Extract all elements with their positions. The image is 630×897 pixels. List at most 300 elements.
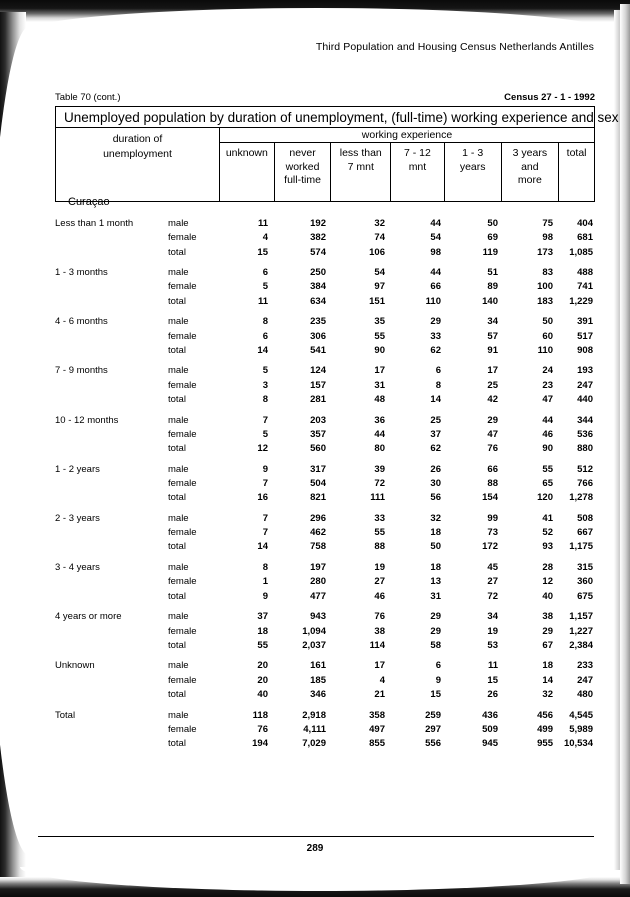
row-sex-label: female xyxy=(168,576,197,588)
column-header-3_years_and_more-line-2: and xyxy=(521,160,539,173)
cell-7_12_mnt: 66 xyxy=(430,281,441,293)
page-number: 289 xyxy=(306,843,324,854)
table-row xyxy=(0,689,630,703)
cell-total: 1,175 xyxy=(569,541,593,553)
cell-unknown: 8 xyxy=(262,562,268,574)
cell-unknown: 5 xyxy=(262,281,268,293)
cell-3_years_and_more: 40 xyxy=(542,590,553,602)
cell-7_12_mnt: 8 xyxy=(435,379,441,391)
table-title-band xyxy=(56,107,619,128)
cell-never_worked_full_time: 384 xyxy=(310,281,326,293)
cell-less_than_7_mnt: 88 xyxy=(374,541,385,553)
table-row xyxy=(0,218,630,232)
cell-unknown: 7 xyxy=(262,527,268,539)
cell-1_3_years: 57 xyxy=(487,330,498,342)
column-header-never_worked_full_time-line-2: worked xyxy=(285,160,320,173)
cell-less_than_7_mnt: 19 xyxy=(374,562,385,574)
cell-never_worked_full_time: 574 xyxy=(310,246,326,258)
cell-total: 10,534 xyxy=(563,738,593,750)
row-sex-label: female xyxy=(168,330,197,342)
cell-never_worked_full_time: 124 xyxy=(310,365,326,377)
cell-total: 681 xyxy=(577,232,593,244)
cell-less_than_7_mnt: 114 xyxy=(369,639,385,651)
cell-unknown: 3 xyxy=(262,379,268,391)
cell-7_12_mnt: 29 xyxy=(430,625,441,637)
cell-total: 675 xyxy=(577,590,593,602)
cell-1_3_years: 76 xyxy=(487,443,498,455)
cell-unknown: 7 xyxy=(262,414,268,426)
table-row xyxy=(0,492,630,506)
table-row xyxy=(0,443,630,457)
cell-1_3_years: 91 xyxy=(487,344,498,356)
cell-unknown: 6 xyxy=(262,267,268,279)
cell-1_3_years: 509 xyxy=(482,723,498,735)
cell-7_12_mnt: 54 xyxy=(430,232,441,244)
cell-never_worked_full_time: 2,037 xyxy=(302,639,326,651)
cell-1_3_years: 69 xyxy=(487,232,498,244)
row-sex-label: male xyxy=(168,660,189,672)
cell-unknown: 76 xyxy=(257,723,268,735)
cell-7_12_mnt: 25 xyxy=(430,414,441,426)
cell-7_12_mnt: 44 xyxy=(430,267,441,279)
cell-1_3_years: 15 xyxy=(487,674,498,686)
row-sex-label: total xyxy=(168,393,186,405)
cell-less_than_7_mnt: 54 xyxy=(374,267,385,279)
row-sex-label: male xyxy=(168,365,189,377)
cell-total: 360 xyxy=(577,576,593,588)
cell-never_worked_full_time: 382 xyxy=(310,232,326,244)
cell-3_years_and_more: 46 xyxy=(542,428,553,440)
footer-rule xyxy=(38,836,594,837)
row-sex-label: female xyxy=(168,379,197,391)
cell-unknown: 20 xyxy=(257,660,268,672)
cell-total: 512 xyxy=(577,463,593,475)
cell-unknown: 5 xyxy=(262,365,268,377)
cell-unknown: 14 xyxy=(257,344,268,356)
row-group-label: Total xyxy=(55,709,76,721)
cell-3_years_and_more: 75 xyxy=(542,218,553,229)
table-row xyxy=(0,267,630,281)
cell-1_3_years: 945 xyxy=(482,738,498,750)
cell-7_12_mnt: 30 xyxy=(430,478,441,490)
cell-3_years_and_more: 24 xyxy=(542,365,553,377)
row-sex-label: female xyxy=(168,723,197,735)
column-header-total-line-1: total xyxy=(566,147,587,159)
cell-total: 1,085 xyxy=(569,246,593,258)
cell-never_worked_full_time: 462 xyxy=(310,527,326,539)
cell-never_worked_full_time: 2,918 xyxy=(302,709,326,721)
cell-7_12_mnt: 9 xyxy=(435,674,441,686)
cell-less_than_7_mnt: 55 xyxy=(374,330,385,342)
cell-unknown: 14 xyxy=(257,541,268,553)
row-sex-label: total xyxy=(168,492,186,504)
cell-total: 1,229 xyxy=(569,295,593,307)
column-header-less_than_7_mnt-line-2: 7 mnt xyxy=(347,160,374,173)
cell-7_12_mnt: 26 xyxy=(430,463,441,475)
cell-never_worked_full_time: 235 xyxy=(310,316,326,328)
cell-3_years_and_more: 12 xyxy=(542,576,553,588)
cell-less_than_7_mnt: 33 xyxy=(374,512,385,524)
cell-1_3_years: 140 xyxy=(482,295,498,307)
cell-1_3_years: 172 xyxy=(482,541,498,553)
cell-never_worked_full_time: 250 xyxy=(310,267,326,279)
cell-7_12_mnt: 50 xyxy=(430,541,441,553)
row-sex-label: female xyxy=(168,625,197,637)
cell-total: 667 xyxy=(577,527,593,539)
row-group-label: 2 - 3 years xyxy=(55,512,100,524)
cell-1_3_years: 51 xyxy=(487,267,498,279)
cell-7_12_mnt: 259 xyxy=(425,709,441,721)
row-sex-label: female xyxy=(168,281,197,293)
cell-less_than_7_mnt: 39 xyxy=(374,463,385,475)
cell-total: 1,157 xyxy=(569,611,593,623)
cell-7_12_mnt: 33 xyxy=(430,330,441,342)
cell-unknown: 194 xyxy=(252,738,268,750)
cell-less_than_7_mnt: 497 xyxy=(369,723,385,735)
cell-never_worked_full_time: 943 xyxy=(310,611,326,623)
row-sex-label: female xyxy=(168,527,197,539)
row-sex-label: male xyxy=(168,512,189,524)
row-sex-label: male xyxy=(168,709,189,721)
cell-total: 391 xyxy=(577,316,593,328)
cell-7_12_mnt: 32 xyxy=(430,512,441,524)
cell-total: 1,227 xyxy=(569,625,593,637)
row-sex-label: male xyxy=(168,463,189,475)
cell-total: 880 xyxy=(577,443,593,455)
table-row xyxy=(0,576,630,590)
table-caption-row xyxy=(55,92,595,103)
cell-1_3_years: 29 xyxy=(487,414,498,426)
cell-3_years_and_more: 29 xyxy=(542,625,553,637)
row-group-label: 3 - 4 years xyxy=(55,562,100,574)
table-row xyxy=(0,478,630,492)
row-sex-label: female xyxy=(168,674,197,686)
cell-less_than_7_mnt: 36 xyxy=(374,414,385,426)
cell-unknown: 20 xyxy=(257,674,268,686)
cell-3_years_and_more: 90 xyxy=(542,443,553,455)
cell-never_worked_full_time: 192 xyxy=(310,218,326,229)
stub-header-line-2: unemployment xyxy=(103,148,172,160)
cell-unknown: 4 xyxy=(262,232,268,244)
table-row xyxy=(0,232,630,246)
table-row xyxy=(0,675,630,689)
cell-3_years_and_more: 52 xyxy=(542,527,553,539)
cell-never_worked_full_time: 504 xyxy=(310,478,326,490)
row-group-label: 4 - 6 months xyxy=(55,316,108,328)
table-number-label: Table 70 (cont.) xyxy=(55,92,121,103)
cell-less_than_7_mnt: 111 xyxy=(370,492,385,504)
cell-1_3_years: 154 xyxy=(482,492,498,504)
cell-never_worked_full_time: 346 xyxy=(310,688,326,700)
column-header-1_3_years xyxy=(445,143,502,201)
table-row xyxy=(0,562,630,576)
cell-7_12_mnt: 37 xyxy=(430,428,441,440)
cell-total: 517 xyxy=(577,330,593,342)
row-sex-label: total xyxy=(168,295,186,307)
row-sex-label: male xyxy=(168,562,189,574)
cell-3_years_and_more: 32 xyxy=(542,688,553,700)
cell-total: 315 xyxy=(577,562,593,574)
column-header-less_than_7_mnt-line-1: less than xyxy=(339,147,382,159)
cell-1_3_years: 11 xyxy=(487,660,498,672)
cell-1_3_years: 25 xyxy=(487,379,498,391)
cell-less_than_7_mnt: 31 xyxy=(374,379,385,391)
table-row xyxy=(0,316,630,330)
row-group-label: 7 - 9 months xyxy=(55,365,108,377)
census-date-label: Census 27 - 1 - 1992 xyxy=(504,92,595,103)
cell-never_worked_full_time: 161 xyxy=(310,660,326,672)
cell-1_3_years: 53 xyxy=(487,639,498,651)
cell-never_worked_full_time: 1,094 xyxy=(302,625,326,637)
cell-total: 247 xyxy=(577,674,593,686)
cell-never_worked_full_time: 296 xyxy=(310,512,326,524)
row-sex-label: total xyxy=(168,590,186,602)
row-group-label: 1 - 2 years xyxy=(55,463,100,475)
cell-never_worked_full_time: 203 xyxy=(310,414,326,426)
cell-7_12_mnt: 62 xyxy=(430,443,441,455)
row-sex-label: total xyxy=(168,639,186,651)
table-row xyxy=(0,513,630,527)
table-row xyxy=(0,415,630,429)
cell-less_than_7_mnt: 4 xyxy=(379,674,385,686)
column-header-3_years_and_more-line-3: more xyxy=(517,174,542,186)
cell-unknown: 5 xyxy=(262,428,268,440)
cell-1_3_years: 17 xyxy=(487,365,498,377)
table-row xyxy=(0,640,630,654)
cell-7_12_mnt: 110 xyxy=(425,295,441,307)
cell-1_3_years: 34 xyxy=(487,611,498,623)
cell-less_than_7_mnt: 44 xyxy=(374,428,385,440)
table-header-frame xyxy=(55,106,619,202)
cell-never_worked_full_time: 281 xyxy=(310,393,326,405)
table-row xyxy=(0,591,630,605)
table-row xyxy=(0,724,630,738)
row-group-label: Less than 1 month xyxy=(55,218,134,229)
cell-never_worked_full_time: 306 xyxy=(310,330,326,342)
cell-less_than_7_mnt: 32 xyxy=(374,218,385,229)
running-head: Third Population and Housing Census Netherlands Antilles xyxy=(315,41,594,53)
cell-7_12_mnt: 15 xyxy=(430,688,441,700)
cell-7_12_mnt: 98 xyxy=(430,246,441,258)
cell-7_12_mnt: 18 xyxy=(430,527,441,539)
table-row xyxy=(0,626,630,640)
row-sex-label: total xyxy=(168,246,186,258)
cell-less_than_7_mnt: 17 xyxy=(374,365,385,377)
cell-total: 4,545 xyxy=(569,709,593,721)
cell-less_than_7_mnt: 35 xyxy=(374,316,385,328)
cell-never_worked_full_time: 185 xyxy=(310,674,326,686)
cell-3_years_and_more: 14 xyxy=(542,674,553,686)
cell-less_than_7_mnt: 151 xyxy=(369,295,385,307)
cell-unknown: 1 xyxy=(262,576,268,588)
table-row xyxy=(0,710,630,724)
cell-1_3_years: 42 xyxy=(487,393,498,405)
table-row xyxy=(0,380,630,394)
working-experience-group-header: working experience xyxy=(220,128,594,143)
cell-3_years_and_more: 83 xyxy=(542,267,553,279)
cell-total: 766 xyxy=(577,478,593,490)
cell-1_3_years: 50 xyxy=(487,218,498,229)
cell-less_than_7_mnt: 72 xyxy=(374,478,385,490)
column-header-unknown-line-1: unknown xyxy=(225,147,268,159)
cell-1_3_years: 45 xyxy=(487,562,498,574)
cell-less_than_7_mnt: 21 xyxy=(374,688,385,700)
cell-unknown: 9 xyxy=(262,463,268,475)
cell-7_12_mnt: 29 xyxy=(430,316,441,328)
cell-total: 5,989 xyxy=(569,723,593,735)
table-column-headers xyxy=(56,128,594,201)
cell-unknown: 11 xyxy=(257,218,268,229)
cell-total: 480 xyxy=(577,688,593,700)
cell-7_12_mnt: 556 xyxy=(425,738,441,750)
cell-3_years_and_more: 100 xyxy=(537,281,553,293)
row-sex-label: male xyxy=(168,218,189,229)
table-row xyxy=(0,611,630,625)
cell-total: 508 xyxy=(577,512,593,524)
column-header-3_years_and_more xyxy=(502,143,560,201)
column-header-never_worked_full_time-line-3: full-time xyxy=(284,174,321,186)
cell-total: 440 xyxy=(577,393,593,405)
cell-1_3_years: 19 xyxy=(487,625,498,637)
cell-3_years_and_more: 98 xyxy=(542,232,553,244)
cell-7_12_mnt: 297 xyxy=(425,723,441,735)
cell-less_than_7_mnt: 106 xyxy=(369,246,385,258)
cell-3_years_and_more: 93 xyxy=(542,541,553,553)
column-header-never_worked_full_time xyxy=(275,143,332,201)
cell-7_12_mnt: 29 xyxy=(430,611,441,623)
column-header-unknown xyxy=(220,143,275,201)
row-group-label: 1 - 3 months xyxy=(55,267,108,279)
cell-7_12_mnt: 6 xyxy=(435,365,441,377)
table-row xyxy=(0,281,630,295)
cell-total: 247 xyxy=(577,379,593,391)
cell-unknown: 8 xyxy=(262,316,268,328)
cell-less_than_7_mnt: 74 xyxy=(374,232,385,244)
cell-1_3_years: 99 xyxy=(487,512,498,524)
cell-3_years_and_more: 173 xyxy=(537,246,553,258)
region-label: Curaçao xyxy=(68,196,110,208)
cell-unknown: 37 xyxy=(257,611,268,623)
cell-3_years_and_more: 120 xyxy=(537,492,553,504)
cell-3_years_and_more: 65 xyxy=(542,478,553,490)
cell-total: 908 xyxy=(577,344,593,356)
row-sex-label: total xyxy=(168,344,186,356)
table-row xyxy=(0,394,630,408)
row-group-label: Unknown xyxy=(55,660,95,672)
row-sex-label: male xyxy=(168,267,189,279)
cell-3_years_and_more: 499 xyxy=(537,723,553,735)
column-header-7_12_mnt-line-2: mnt xyxy=(408,160,427,173)
cell-unknown: 55 xyxy=(257,639,268,651)
column-header-3_years_and_more-line-1: 3 years xyxy=(512,147,548,159)
table-row xyxy=(0,247,630,261)
cell-1_3_years: 436 xyxy=(482,709,498,721)
column-header-never_worked_full_time-line-1: never xyxy=(289,147,316,159)
cell-3_years_and_more: 44 xyxy=(542,414,553,426)
cell-less_than_7_mnt: 80 xyxy=(374,443,385,455)
cell-less_than_7_mnt: 46 xyxy=(374,590,385,602)
cell-3_years_and_more: 50 xyxy=(542,316,553,328)
cell-unknown: 6 xyxy=(262,330,268,342)
row-sex-label: total xyxy=(168,541,186,553)
row-sex-label: male xyxy=(168,316,189,328)
cell-unknown: 12 xyxy=(257,443,268,455)
cell-7_12_mnt: 6 xyxy=(435,660,441,672)
cell-total: 2,384 xyxy=(569,639,593,651)
column-header-less_than_7_mnt xyxy=(331,143,391,201)
cell-never_worked_full_time: 821 xyxy=(310,492,326,504)
cell-7_12_mnt: 31 xyxy=(430,590,441,602)
cell-less_than_7_mnt: 48 xyxy=(374,393,385,405)
cell-3_years_and_more: 55 xyxy=(542,463,553,475)
cell-total: 1,278 xyxy=(569,492,593,504)
cell-unknown: 8 xyxy=(262,393,268,405)
cell-total: 404 xyxy=(577,218,593,229)
cell-7_12_mnt: 14 xyxy=(430,393,441,405)
cell-less_than_7_mnt: 855 xyxy=(369,738,385,750)
cell-unknown: 11 xyxy=(257,295,268,307)
cell-1_3_years: 26 xyxy=(487,688,498,700)
cell-never_worked_full_time: 157 xyxy=(310,379,326,391)
cell-total: 233 xyxy=(577,660,593,672)
row-sex-label: total xyxy=(168,738,186,750)
cell-3_years_and_more: 955 xyxy=(537,738,553,750)
cell-1_3_years: 66 xyxy=(487,463,498,475)
row-sex-label: female xyxy=(168,232,197,244)
cell-3_years_and_more: 41 xyxy=(542,512,553,524)
cell-less_than_7_mnt: 76 xyxy=(374,611,385,623)
row-sex-label: total xyxy=(168,443,186,455)
cell-7_12_mnt: 18 xyxy=(430,562,441,574)
stub-header-line-1: duration of xyxy=(112,133,163,145)
cell-unknown: 118 xyxy=(252,709,268,721)
cell-unknown: 15 xyxy=(257,246,268,258)
cell-unknown: 7 xyxy=(262,512,268,524)
cell-less_than_7_mnt: 97 xyxy=(374,281,385,293)
row-sex-label: female xyxy=(168,428,197,440)
cell-total: 193 xyxy=(577,365,593,377)
cell-never_worked_full_time: 197 xyxy=(310,562,326,574)
cell-never_worked_full_time: 280 xyxy=(310,576,326,588)
cell-7_12_mnt: 13 xyxy=(430,576,441,588)
table-row xyxy=(0,429,630,443)
cell-3_years_and_more: 18 xyxy=(542,660,553,672)
table-row xyxy=(0,464,630,478)
cell-never_worked_full_time: 317 xyxy=(310,463,326,475)
cell-1_3_years: 73 xyxy=(487,527,498,539)
cell-never_worked_full_time: 758 xyxy=(310,541,326,553)
cell-less_than_7_mnt: 358 xyxy=(369,709,385,721)
cell-3_years_and_more: 23 xyxy=(542,379,553,391)
table-row xyxy=(0,296,630,310)
cell-never_worked_full_time: 634 xyxy=(310,295,326,307)
cell-unknown: 9 xyxy=(262,590,268,602)
cell-total: 741 xyxy=(577,281,593,293)
cell-total: 536 xyxy=(577,428,593,440)
table-row xyxy=(0,541,630,555)
cell-1_3_years: 119 xyxy=(482,246,498,258)
cell-7_12_mnt: 56 xyxy=(430,492,441,504)
column-header-1_3_years-line-1: 1 - 3 xyxy=(462,147,484,159)
cell-less_than_7_mnt: 38 xyxy=(374,625,385,637)
cell-3_years_and_more: 183 xyxy=(537,295,553,307)
cell-never_worked_full_time: 560 xyxy=(310,443,326,455)
cell-1_3_years: 27 xyxy=(487,576,498,588)
cell-1_3_years: 47 xyxy=(487,428,498,440)
table-row xyxy=(0,345,630,359)
cell-less_than_7_mnt: 90 xyxy=(374,344,385,356)
cell-1_3_years: 72 xyxy=(487,590,498,602)
